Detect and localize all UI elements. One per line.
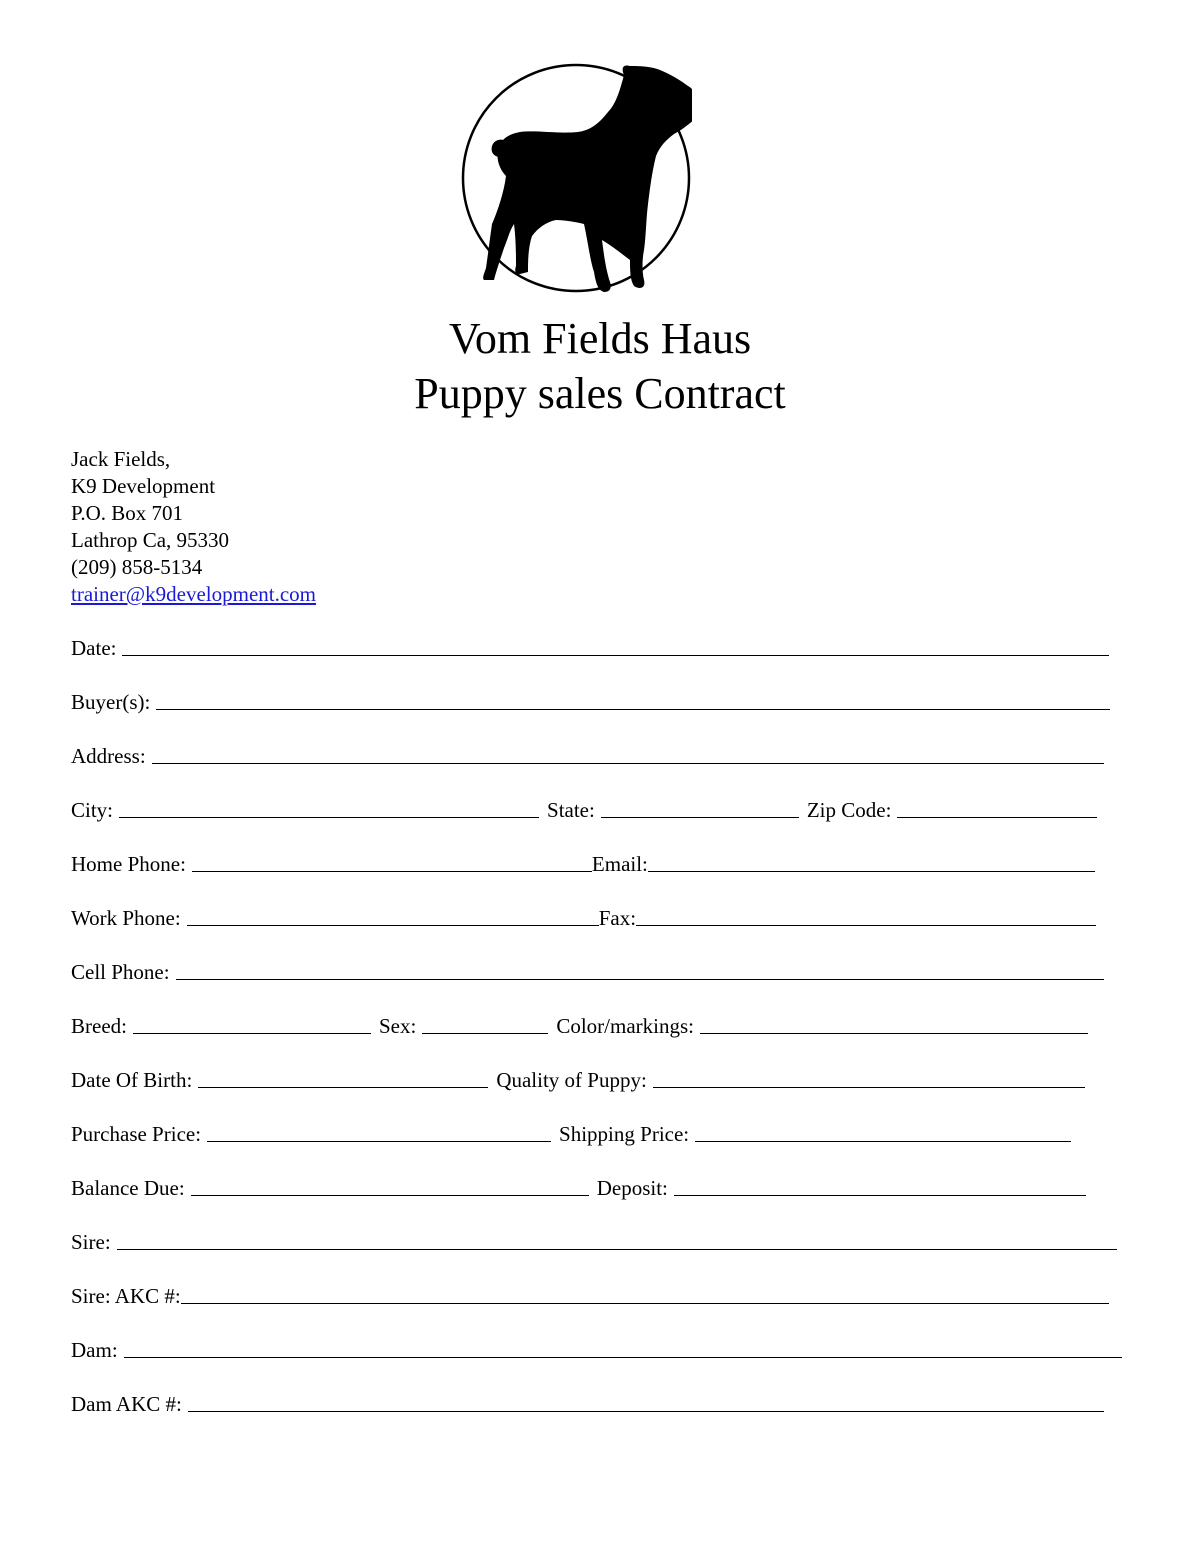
seller-address-block [71, 446, 316, 608]
sire-akc-field[interactable] [181, 1284, 1109, 1304]
dam-akc-row [71, 1388, 1104, 1416]
dam-row [71, 1334, 1122, 1362]
deposit-label: Deposit: [596, 1176, 668, 1200]
date-of-birth-field[interactable] [198, 1068, 488, 1088]
date-row [71, 632, 1109, 660]
breed-label: Breed: [71, 1014, 127, 1038]
cell-phone-row [71, 956, 1104, 984]
sire-row [71, 1226, 1117, 1254]
fax-label: Fax: [598, 906, 637, 930]
deposit-field[interactable] [674, 1176, 1086, 1196]
home-phone-field[interactable] [192, 852, 592, 872]
sex-field[interactable] [422, 1014, 548, 1034]
dam-akc-field[interactable] [188, 1392, 1104, 1412]
dob-quality-row [71, 1064, 1085, 1092]
sire-field[interactable] [117, 1230, 1117, 1250]
rottweiler-logo-icon [460, 60, 692, 296]
work-phone-fax-row [71, 902, 1096, 930]
seller-city-state-zip: Lathrop Ca, 95330 [71, 528, 230, 552]
date-label: Date: [71, 636, 117, 660]
zip-code-label: Zip Code: [806, 798, 892, 822]
state-label: State: [547, 798, 595, 822]
zip-code-field[interactable] [897, 798, 1097, 818]
date-of-birth-label: Date Of Birth: [71, 1068, 193, 1092]
sex-label: Sex: [378, 1014, 417, 1038]
sire-akc-row [71, 1280, 1109, 1308]
fax-field[interactable] [636, 906, 1096, 926]
shipping-price-field[interactable] [695, 1122, 1071, 1142]
buyers-field[interactable] [156, 690, 1110, 710]
color-markings-field[interactable] [700, 1014, 1088, 1034]
seller-email-link[interactable]: trainer@k9development.com [71, 582, 317, 606]
state-field[interactable] [601, 798, 799, 818]
seller-po-box: P.O. Box 701 [71, 501, 184, 525]
buyers-label: Buyer(s): [71, 690, 151, 714]
cell-phone-label: Cell Phone: [71, 960, 170, 984]
cell-phone-field[interactable] [176, 960, 1104, 980]
seller-name: Jack Fields, [71, 447, 171, 471]
city-field[interactable] [119, 798, 539, 818]
purchase-shipping-row [71, 1118, 1071, 1146]
sire-label: Sire: [71, 1230, 111, 1254]
dam-label: Dam: [71, 1338, 118, 1362]
sire-akc-label: Sire: AKC #: [71, 1284, 181, 1308]
purchase-price-label: Purchase Price: [71, 1122, 202, 1146]
buyers-row [71, 686, 1110, 714]
quality-of-puppy-field[interactable] [653, 1068, 1085, 1088]
breed-sex-color-row [71, 1010, 1088, 1038]
work-phone-field[interactable] [187, 906, 599, 926]
address-label: Address: [71, 744, 146, 768]
balance-deposit-row [71, 1172, 1086, 1200]
email-label: Email: [591, 852, 648, 876]
seller-company: K9 Development [71, 474, 216, 498]
email-field[interactable] [648, 852, 1095, 872]
address-field[interactable] [152, 744, 1104, 764]
dam-akc-label: Dam AKC #: [71, 1392, 182, 1416]
city-state-zip-row [71, 794, 1097, 822]
home-phone-email-row [71, 848, 1095, 876]
document-title: Vom Fields Haus [448, 314, 752, 363]
balance-due-field[interactable] [191, 1176, 589, 1196]
balance-due-label: Balance Due: [71, 1176, 185, 1200]
dam-field[interactable] [124, 1338, 1122, 1358]
breed-field[interactable] [133, 1014, 371, 1034]
quality-of-puppy-label: Quality of Puppy: [496, 1068, 647, 1092]
purchase-price-field[interactable] [207, 1122, 551, 1142]
seller-phone: (209) 858-5134 [71, 555, 203, 579]
city-label: City: [71, 798, 114, 822]
document-subtitle: Puppy sales Contract [414, 369, 786, 418]
color-markings-label: Color/markings: [556, 1014, 694, 1038]
home-phone-label: Home Phone: [71, 852, 186, 876]
shipping-price-label: Shipping Price: [559, 1122, 690, 1146]
date-field[interactable] [122, 636, 1109, 656]
work-phone-label: Work Phone: [71, 906, 181, 930]
address-row [71, 740, 1104, 768]
